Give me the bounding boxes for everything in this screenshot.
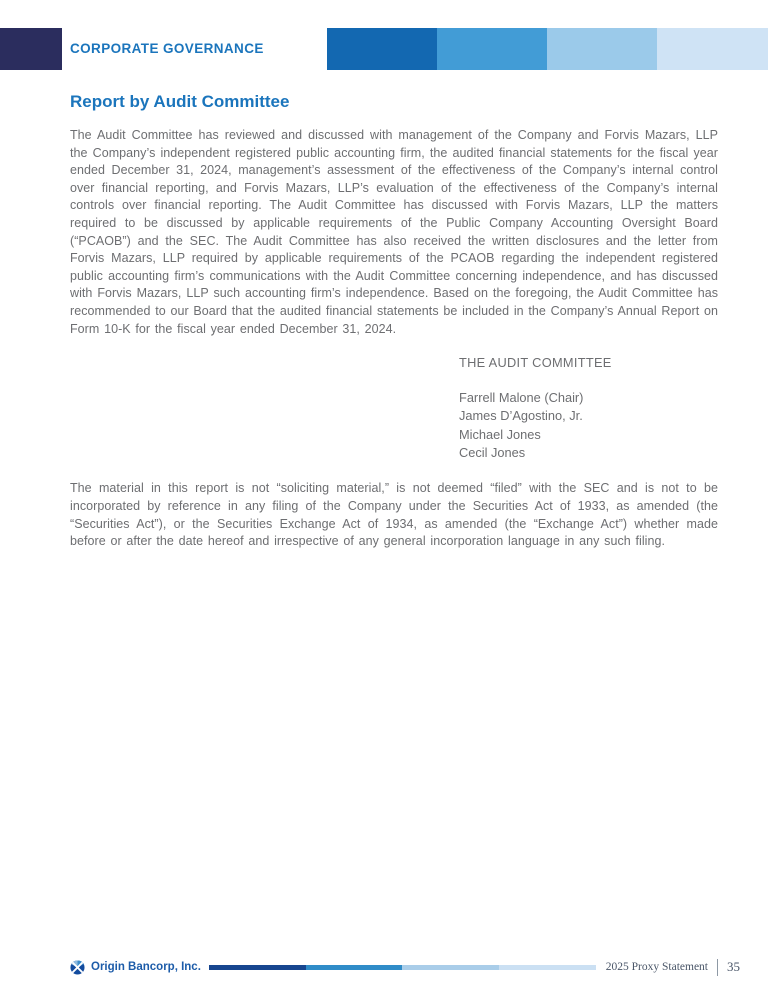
document-label: 2025 Proxy Statement — [605, 961, 708, 973]
article-content — [70, 92, 718, 551]
audit-report-paragraph: The Audit Committee has reviewed and discussed with management of the Company and Forvis Mazars, LLP the Company’s independent registered public accounting firm, the audited financial statements for the fiscal year ended December 31, 2024, management’s assessment of the effectiveness of the Company’s internal control over financial reporting, and Forvis Mazars, LLP’s evaluation of the effectiveness of the Company’s internal controls over financial reporting. The Audit Committee has discussed with Forvis Mazars, LLP the matters required to be discussed by applicable requirements of the Public Company Accounting Oversight Board (“PCAOB”) and the SEC. The Audit Committee has also received the written disclosures and the letter from Forvis Mazars, LLP required by applicable requirements of the PCAOB regarding the independent registered public accounting firm’s communications with the Audit Committee concerning independence, and has discussed with Forvis Mazars, LLP such accounting firm’s independence. Based on the foregoing, the Audit Committee has recommended to our Board that the audited financial statements be included in the Company’s Annual Report on Form 10-K for the fiscal year ended December 31, 2024. — [70, 128, 718, 336]
banner-segment-2 — [437, 28, 547, 70]
committee-member: James D’Agostino, Jr. — [459, 408, 583, 424]
footer-rule-segment-1 — [209, 965, 306, 970]
committee-member: Farrell Malone (Chair) — [459, 390, 584, 406]
page-header — [0, 28, 768, 70]
page-footer — [70, 957, 740, 977]
section-eyebrow: CORPORATE GOVERNANCE — [70, 41, 264, 56]
committee-member-list — [459, 389, 718, 462]
footer-rule-segment-2 — [306, 965, 403, 970]
committee-member: Michael Jones — [459, 426, 541, 442]
banner-segment-3 — [547, 28, 657, 70]
page-number: 35 — [727, 959, 740, 974]
blue-gradient-banner — [327, 28, 768, 70]
disclaimer-paragraph: The material in this report is not “soliciting material,” is not deemed “filed” with the SEC and is not to be incorporated by reference in any filing of the Company under the Securities Act of 1933, as amended (the “Securities Act”), or the Securities Exchange Act of 1934, as amended (the “Exchange Act”) whether made before or after the date hereof and irrespective of any general incorporation language in any such filing. — [70, 481, 718, 549]
footer-rule-segment-3 — [402, 965, 499, 970]
footer-gradient-rule — [209, 965, 596, 970]
origin-bancorp-globe-icon — [70, 960, 85, 975]
banner-segment-4 — [657, 28, 768, 70]
committee-member: Cecil Jones — [459, 445, 526, 461]
page-title: Report by Audit Committee — [70, 92, 290, 111]
footer-brand-name: Origin Bancorp, Inc. — [91, 961, 201, 973]
footer-divider — [717, 959, 718, 976]
signature-block — [459, 355, 718, 462]
banner-segment-1 — [327, 28, 437, 70]
navy-accent-block — [0, 28, 62, 70]
footer-rule-segment-4 — [499, 965, 596, 970]
signature-heading: THE AUDIT COMMITTEE — [459, 355, 612, 371]
